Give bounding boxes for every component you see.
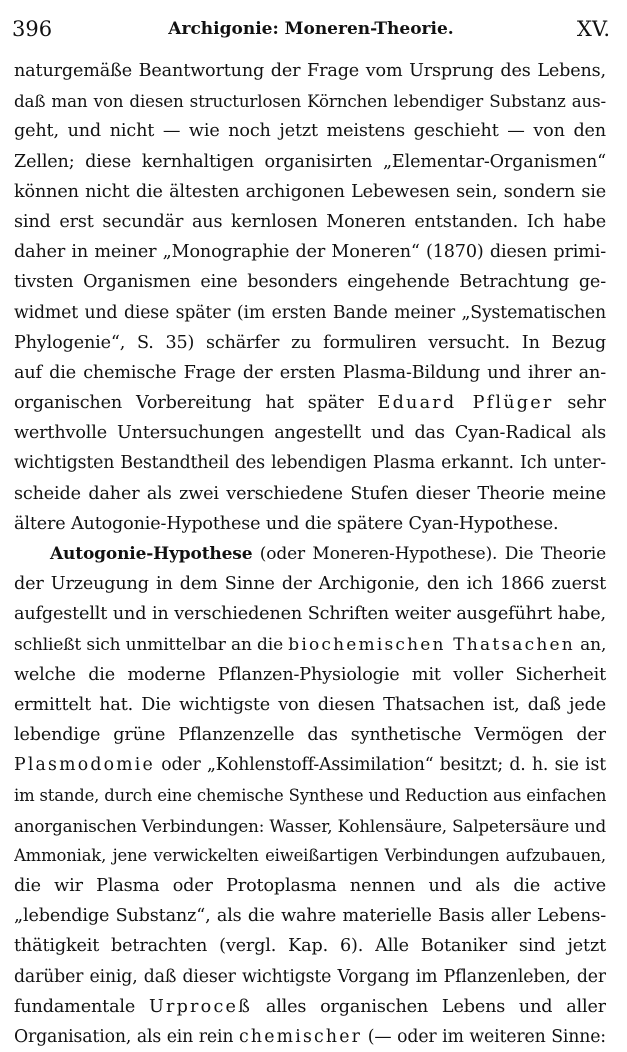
- text-segment: alles organischen Lebens und aller: [252, 996, 606, 1017]
- text-line: [14, 86, 606, 116]
- text-segment: auf die chemische Frage der ersten Plasma-Bildung und ihrer an-: [14, 362, 606, 383]
- emphasized-text: Urproceß: [148, 996, 253, 1017]
- text-segment: widmet und diese später (im ersten Bande meiner „Systematischen: [14, 302, 606, 323]
- text-segment: (— oder im weiteren Sinne:: [362, 1027, 606, 1047]
- text-segment: Phylogenie“, S. 35) schärfer zu formuliren versucht. In Bezug: [14, 332, 606, 353]
- text-line: [14, 599, 606, 629]
- text-segment: daher in meiner „Monographie der Moneren“ (1870) diesen primi-: [14, 242, 606, 263]
- text-line: [14, 328, 606, 358]
- text-line: [14, 267, 606, 297]
- text-segment: werthvolle Untersuchungen angestellt und das Cyan-Radical als: [14, 423, 606, 444]
- text-line: [14, 750, 606, 780]
- emphasized-text: biochemischen Thatsachen: [288, 634, 575, 655]
- text-line: [14, 177, 606, 207]
- text-line: [14, 237, 606, 267]
- text-line: [14, 690, 606, 720]
- text-line: [14, 298, 606, 328]
- text-line: [14, 871, 606, 901]
- text-line: [14, 1022, 606, 1052]
- text-segment: darüber einig, daß dieser wichtigste Vorgang im Pflanzenleben, der: [14, 966, 606, 987]
- text-line: [14, 479, 606, 509]
- emphasized-text: Eduard Pflüger: [377, 393, 554, 414]
- section-heading: Autogonie-Hypothese: [50, 544, 253, 564]
- text-segment: lebendige grüne Pflanzenzelle das synthetische Vermögen der: [14, 725, 606, 746]
- text-line: [14, 720, 606, 750]
- text-segment: schließt sich unmittelbar an die: [14, 634, 289, 655]
- text-segment: naturgemäße Beantwortung der Frage vom Ursprung des Lebens,: [14, 61, 606, 81]
- text-segment: Organisation, als ein rein: [14, 1027, 239, 1047]
- text-segment: im stande, durch eine chemische Synthese und Reduction aus einfachen: [14, 785, 606, 805]
- text-segment: sind erst secundär aus kernlosen Moneren entstanden. Ich habe: [14, 211, 606, 232]
- text-segment: der Urzeugung in dem Sinne der Archigonie, den ich 1866 zuerst: [14, 574, 606, 595]
- text-segment: fundamentale: [14, 996, 149, 1017]
- text-segment: Ammoniak, jene verwickelten eiweißartigen Verbindungen aufzubauen,: [14, 845, 606, 865]
- text-segment: können nicht die ältesten archigonen Lebewesen sein, sondern sie: [14, 181, 606, 202]
- text-line: [14, 992, 606, 1022]
- running-title: Archigonie: Moneren-Theorie.: [168, 19, 454, 39]
- text-segment: Zellen; diese kernhaltigen organisirten „Elementar-Organismen“: [14, 151, 606, 172]
- text-line: [14, 841, 606, 871]
- paragraph-start-line: [14, 539, 606, 569]
- text-line: [14, 901, 606, 931]
- text-line: [14, 569, 606, 599]
- page-number: 396: [12, 17, 53, 41]
- text-line: [14, 448, 606, 478]
- chapter-number: XV.: [576, 17, 610, 41]
- text-segment: welche die moderne Pflanzen-Physiologie mit voller Sicherheit: [14, 664, 606, 685]
- text-segment: geht, und nicht — wie noch jetzt meistens geschieht — von den: [14, 121, 606, 142]
- text-line: [14, 931, 606, 961]
- text-segment: wichtigsten Bestandtheil des lebendigen Plasma erkannt. Ich unter-: [14, 453, 606, 474]
- text-line: [14, 962, 606, 992]
- text-segment: (oder Moneren-Hypothese). Die Theorie: [252, 544, 606, 564]
- body-text: [14, 56, 606, 1052]
- text-line: [14, 116, 606, 146]
- text-line: [14, 207, 606, 237]
- text-segment: die wir Plasma oder Protoplasma nennen und als die active: [14, 876, 606, 897]
- text-segment: an,: [574, 634, 606, 655]
- emphasized-text: Plasmodomie: [14, 755, 155, 776]
- text-segment: scheide daher als zwei verschiedene Stufen dieser Theorie meine: [14, 483, 606, 504]
- text-line: [14, 358, 606, 388]
- page-header: [12, 14, 610, 44]
- text-line: [14, 630, 606, 660]
- text-line: [14, 660, 606, 690]
- text-segment: tivsten Organismen eine besonders eingehende Betrachtung ge-: [14, 272, 606, 293]
- emphasized-text: chemischer: [239, 1027, 363, 1047]
- text-segment: sehr: [553, 393, 606, 414]
- text-segment: daß man von diesen structurlosen Körnchen lebendiger Substanz aus-: [14, 91, 606, 112]
- text-segment: ältere Autogonie-Hypothese und die spätere Cyan-Hypothese.: [14, 513, 559, 534]
- text-line: [14, 388, 606, 418]
- text-segment: ermittelt hat. Die wichtigste von diesen Thatsachen ist, daß jede: [14, 694, 606, 715]
- text-segment: thätigkeit betrachten (vergl. Kap. 6). Alle Botaniker sind jetzt: [14, 936, 606, 957]
- text-segment: aufgestellt und in verschiedenen Schriften weiter ausgeführt habe,: [14, 604, 606, 625]
- text-line: [14, 56, 606, 86]
- text-line: [14, 509, 606, 539]
- text-segment: organischen Vorbereitung hat später: [14, 393, 378, 414]
- text-line: [14, 811, 606, 841]
- text-line: [14, 418, 606, 448]
- text-segment: anorganischen Verbindungen: Wasser, Kohlensäure, Salpetersäure und: [14, 815, 606, 836]
- text-line: [14, 147, 606, 177]
- text-segment: oder „Kohlenstoff-Assimilation“ besitzt; d. h. sie ist: [154, 755, 606, 776]
- text-line: [14, 781, 606, 811]
- text-segment: „lebendige Substanz“, als die wahre materielle Basis aller Lebens-: [14, 906, 606, 927]
